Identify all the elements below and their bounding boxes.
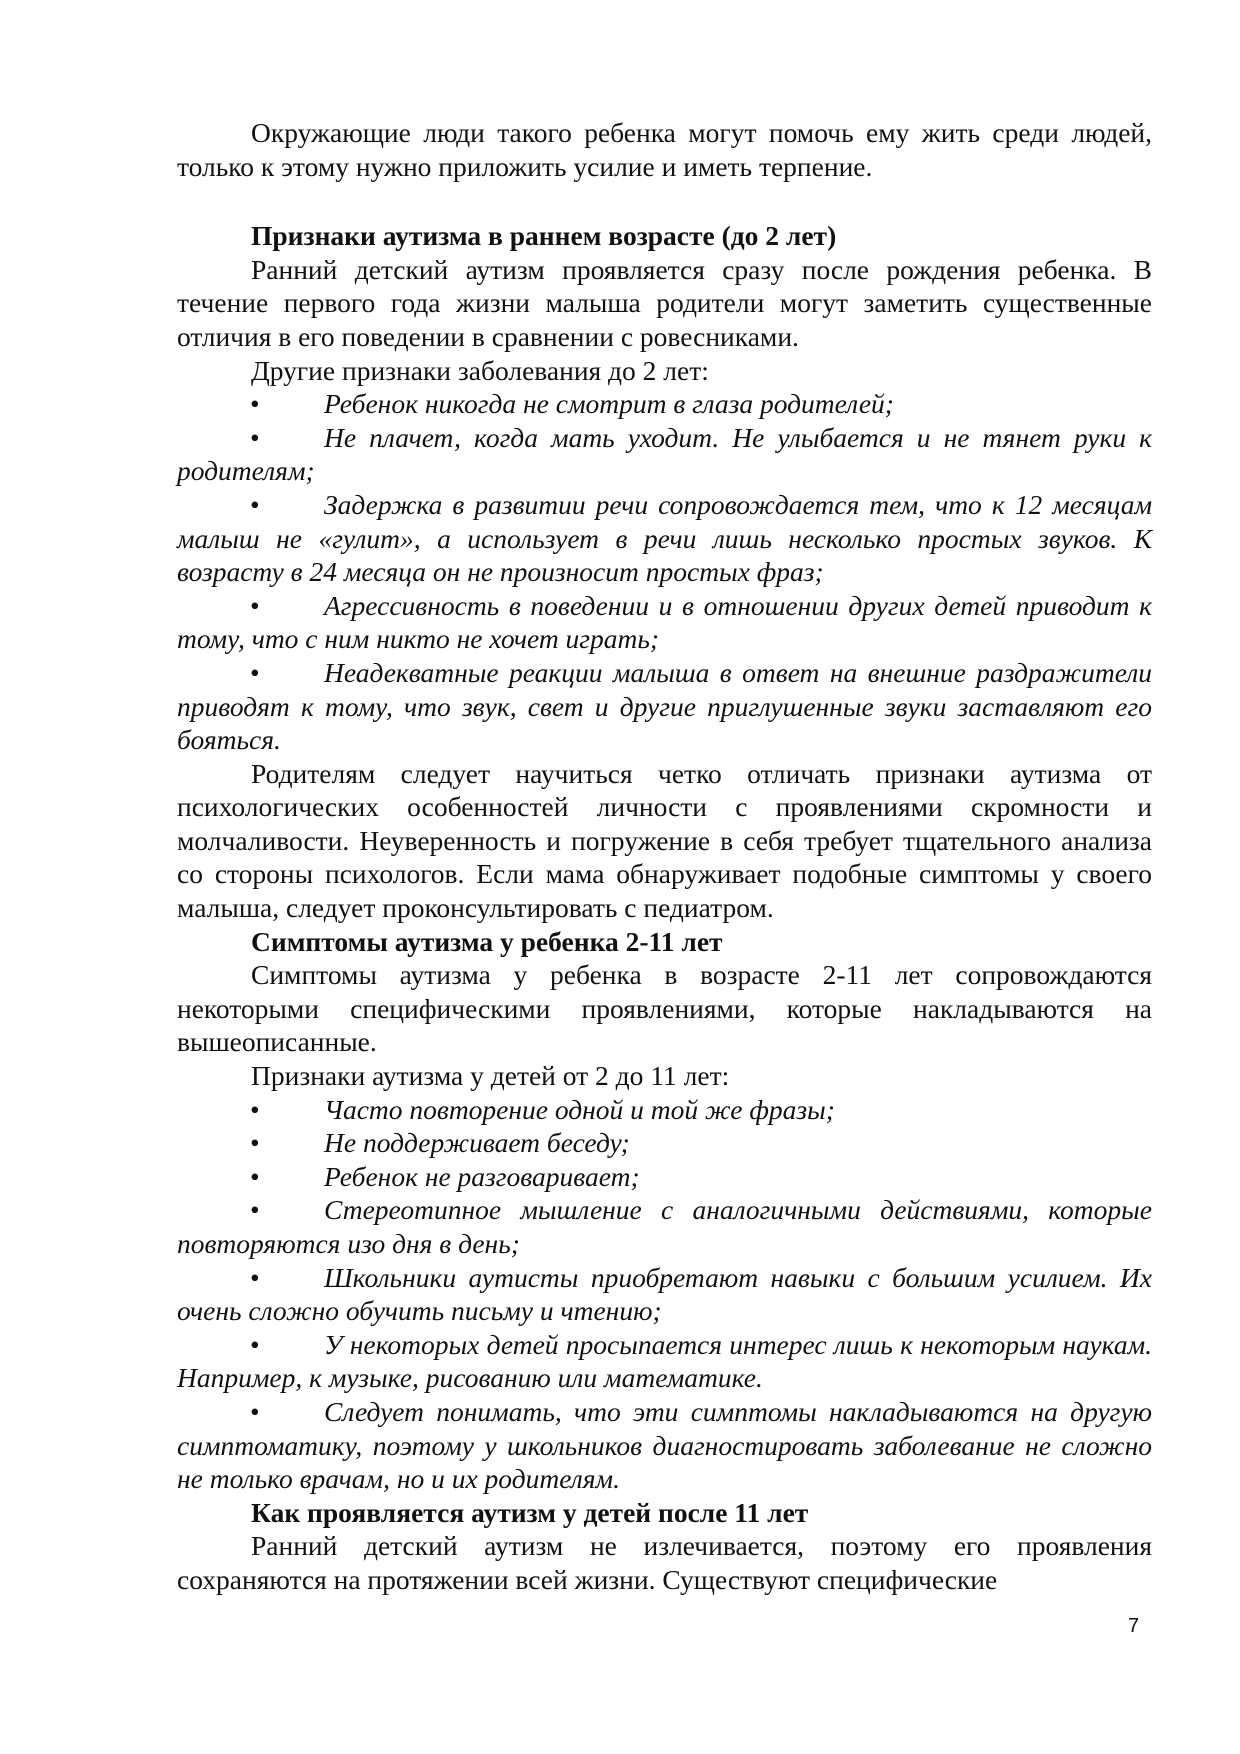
list-item-text: Агрессивность в поведении и в отношении других детей приводит к тому, что с ним никто не хочет играть;	[177, 589, 1152, 655]
bullet-icon: •	[250, 589, 260, 621]
bullet-icon: •	[250, 421, 260, 453]
list-item	[177, 1328, 1152, 1395]
bullet-icon: •	[250, 1160, 260, 1192]
list-item-text: Неадекватные реакции малыша в ответ на внешние раздражители приводят к тому, что звук, свет и другие приглушенные звуки заставляют его бояться.	[177, 656, 1152, 756]
bullet-icon: •	[250, 488, 260, 520]
bullet-icon: •	[250, 1261, 260, 1293]
list-item-text: Часто повторение одной и той же фразы;	[324, 1093, 835, 1125]
list-item	[177, 1193, 1152, 1260]
list-item	[177, 1093, 1152, 1127]
list-item	[177, 488, 1152, 589]
intro-paragraph: Окружающие люди такого ребенка могут помочь ему жить среди людей, только к этому нужно приложить усилие и иметь терпение.	[177, 117, 1152, 182]
list-intro-2-11: Признаки аутизма у детей от 2 до 11 лет:	[251, 1060, 730, 1092]
list-intro-early-age: Другие признаки заболевания до 2 лет:	[251, 354, 709, 386]
list-item	[177, 589, 1152, 656]
list-item-text: Не плачет, когда мать уходит. Не улыбается и не тянет руки к родителям;	[177, 421, 1152, 487]
bullet-icon: •	[250, 1093, 260, 1125]
bullet-icon: •	[250, 656, 260, 688]
list-item-text: Школьники аутисты приобретают навыки с большим усилием. Их очень сложно обучить письму и чтению;	[177, 1261, 1152, 1327]
paragraph-2-11: Симптомы аутизма у ребенка в возрасте 2-11 лет сопровождаются некоторыми специфическими проявлениями, которые накладываются на вышеописанные.	[177, 959, 1152, 1058]
bullet-icon: •	[250, 1328, 260, 1360]
section-heading-early-age: Признаки аутизма в раннем возрасте (до 2 лет)	[251, 220, 837, 252]
section-heading-2-11: Симптомы аутизма у ребенка 2-11 лет	[251, 925, 723, 957]
closing-paragraph-early-age: Родителям следует научиться четко отличать признаки аутизма от психологических особенностей личности с проявлениями скромности и молчаливости. Неуверенность и погружение в себя требует тщательного анализа со стороны психологов. Если мама обнаруживает подобные симптомы у своего малыша, следует проконсультировать с педиатром.	[177, 757, 1152, 924]
bullet-icon: •	[250, 1127, 260, 1159]
page-content	[177, 116, 1152, 1597]
list-item-text: Следует понимать, что эти симптомы накладываются на другую симптоматику, поэтому у школьников диагностировать заболевание не сложно не только врачам, но и их родителям.	[177, 1395, 1152, 1495]
bullet-icon: •	[250, 1395, 260, 1427]
paragraph-early-age: Ранний детский аутизм проявляется сразу после рождения ребенка. В течение первого года жизни малыша родители могут заметить существенные отличия в его поведении в сравнении с ровесниками.	[177, 253, 1152, 352]
list-item-text: Ребенок никогда не смотрит в глаза родителей;	[324, 388, 894, 420]
list-item	[177, 656, 1152, 757]
list-item	[177, 387, 1152, 421]
list-item-text: У некоторых детей просыпается интерес лишь к некоторым наукам. Например, к музыке, рисованию или математике.	[177, 1328, 1152, 1394]
section-spacer	[177, 183, 1152, 219]
list-item	[177, 421, 1152, 488]
list-item-text: Стереотипное мышление с аналогичными действиями, которые повторяются изо дня в день;	[177, 1194, 1152, 1259]
bullet-icon: •	[250, 1194, 260, 1226]
list-item-text: Ребенок не разговаривает;	[324, 1160, 640, 1192]
bullet-icon: •	[250, 388, 260, 420]
list-item	[177, 1395, 1152, 1496]
section-heading-after-11: Как проявляется аутизм у детей после 11 лет	[251, 1496, 809, 1528]
list-item-text: Не поддерживает беседу;	[324, 1127, 630, 1159]
list-item	[177, 1261, 1152, 1328]
paragraph-after-11: Ранний детский аутизм не излечивается, поэтому его проявления сохраняются на протяжении всей жизни. Существуют специфические	[177, 1530, 1152, 1595]
list-item	[177, 1126, 1152, 1160]
list-item-text: Задержка в развитии речи сопровождается тем, что к 12 месяцам малыш не «гулит», а использует в речи лишь несколько простых звуков. К возрасту в 24 месяца он не произносит простых фраз;	[177, 488, 1152, 588]
list-item	[177, 1160, 1152, 1194]
page-number: 7	[1128, 1615, 1140, 1637]
